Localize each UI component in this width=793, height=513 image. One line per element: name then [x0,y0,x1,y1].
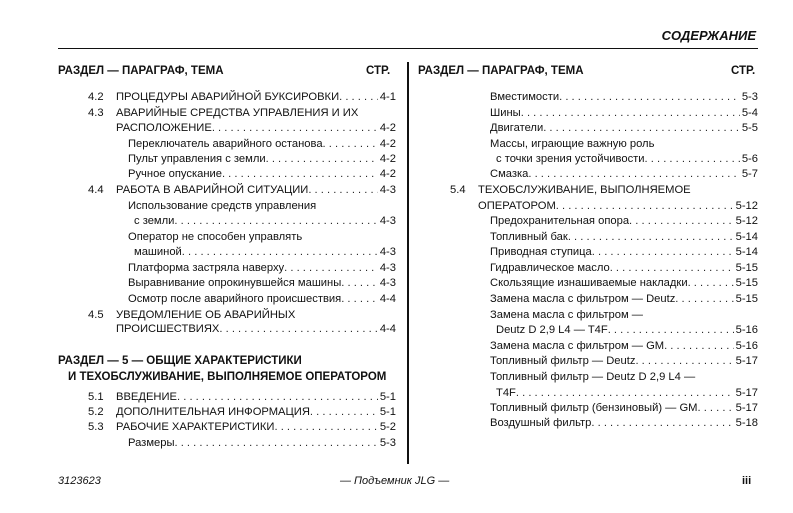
leader-dots [698,401,734,416]
leader-dots [341,276,378,291]
toc-label: Оператор не способен управлять [128,231,303,243]
toc-page: 5-4 [741,107,758,119]
toc-entry [128,167,396,182]
toc-label: Предохранительная опора [490,215,630,227]
toc-entry [478,183,758,198]
toc-label: машиной [134,246,182,258]
toc-entry [490,339,758,354]
leader-dots [308,183,378,198]
toc-entry [490,292,758,307]
leader-dots [174,214,377,229]
toc-entry [490,261,758,276]
toc-number: 4.4 [88,184,104,196]
toc-entry [490,121,758,136]
toc-number: 4.2 [88,91,104,103]
toc-label: Топливный фильтр — Deutz D 2,9 L4 — [490,371,696,383]
toc-entry [490,245,758,260]
toc-entry [134,214,396,229]
toc-label: РАСПОЛОЖЕНИЕ [116,122,212,134]
toc-page: 4-2 [379,122,396,134]
leader-dots [266,152,378,167]
toc-entry [496,152,758,167]
toc-page: 5-7 [741,168,758,180]
toc-label: с точки зрения устойчивости [496,153,645,165]
toc-entry [128,276,396,291]
toc-entry [128,199,396,214]
toc-page: 4-2 [379,138,396,150]
footer-title: — Подъемник JLG — [340,475,450,487]
toc-label: ПРОИСШЕСТВИЯХ [116,323,220,335]
leader-dots [559,90,740,105]
toc-number: 4.3 [88,107,104,119]
toc-page: 5-18 [735,417,758,429]
toc-label: Замена масла с фильтром — [490,309,643,321]
toc-label: T4F [496,387,516,399]
leader-dots [341,292,378,307]
section-heading: И ТЕХОБСЛУЖИВАНИЕ, ВЫПОЛНЯЕМОЕ ОПЕРАТОРОМ [68,371,387,383]
leader-dots [175,436,378,451]
toc-label: Смазка [490,168,529,180]
doc-number: 3123623 [58,475,101,487]
toc-number: 5.3 [88,421,104,433]
leader-dots [592,245,734,260]
toc-entry [134,245,396,260]
toc-entry [496,323,758,338]
leader-dots [339,90,378,105]
toc-page: 5-17 [735,402,758,414]
toc-entry [128,436,396,451]
toc-entry [478,199,758,214]
toc-page: 5-17 [735,387,758,399]
toc-page: 5-17 [735,355,758,367]
toc-entry [116,121,396,136]
toc-label: Использование средств управления [128,200,317,212]
right-column-heading: РАЗДЕЛ — ПАРАГРАФ, ТЕМА [418,65,584,77]
toc-label: Осмотр после аварийного происшествия [128,293,342,305]
toc-entry [490,416,758,431]
toc-page: 4-3 [379,262,396,274]
leader-dots [222,167,378,182]
leader-dots [568,230,734,245]
leader-dots [310,405,378,420]
toc-entry [496,386,758,401]
toc-page: 4-2 [379,153,396,165]
leader-dots [219,322,377,337]
leader-dots [688,276,734,291]
toc-page: 4-3 [379,215,396,227]
leader-dots [212,121,378,136]
column-divider [407,62,409,464]
toc-entry [116,90,396,105]
toc-page: 5-14 [735,246,758,258]
toc-number: 5.4 [450,184,466,196]
toc-page: 5-14 [735,231,758,243]
toc-page: 5-5 [741,122,758,134]
toc-entry [490,167,758,182]
toc-label: Вместимости [490,91,560,103]
toc-entry [116,183,396,198]
toc-page: 5-12 [735,200,758,212]
leader-dots [591,416,733,431]
toc-page: 5-3 [741,91,758,103]
toc-page: 5-16 [735,324,758,336]
toc-label: ДОПОЛНИТЕЛЬНАЯ ИНФОРМАЦИЯ [116,406,310,418]
toc-label: Скользящие изнашиваемые накладки [490,277,688,289]
toc-label: Замена масла с фильтром — GM [490,340,665,352]
toc-page: 4-2 [379,168,396,180]
leader-dots [521,106,740,121]
leader-dots [182,245,378,260]
toc-label: РАБОТА В АВАРИЙНОЙ СИТУАЦИИ [116,184,309,196]
toc-page: 5-1 [379,391,396,403]
toc-entry [490,90,758,105]
toc-label: Deutz D 2,9 L4 — T4F [496,324,608,336]
toc-label: Топливный фильтр — Deutz [490,355,636,367]
toc-number: 5.2 [88,406,104,418]
section-heading: РАЗДЕЛ — 5 — ОБЩИЕ ХАРАКТЕРИСТИКИ [58,355,302,367]
leader-dots [610,261,734,276]
toc-entry [128,292,396,307]
toc-label: ТЕХОБСЛУЖИВАНИЕ, ВЫПОЛНЯЕМОЕ [478,184,691,196]
toc-page: 5-6 [741,153,758,165]
toc-label: Платформа застряла наверху [128,262,285,274]
toc-label: Ручное опускание [128,168,222,180]
toc-label: Топливный фильтр (бензиновый) — GM [490,402,698,414]
toc-entry [128,152,396,167]
toc-label: РАБОЧИЕ ХАРАКТЕРИСТИКИ [116,421,275,433]
leader-dots [608,323,734,338]
toc-label: Гидравлическое масло [490,262,610,274]
toc-entry [116,405,396,420]
toc-page: 5-3 [379,437,396,449]
leader-dots [516,386,734,401]
toc-label: Пульт управления с земли [128,153,266,165]
toc-label: Топливный бак [490,231,568,243]
toc-page: 5-15 [735,277,758,289]
toc-page: 5-2 [379,421,396,433]
leader-dots [556,199,734,214]
toc-label: АВАРИЙНЫЕ СРЕДСТВА УПРАВЛЕНИЯ И ИХ [116,107,359,119]
toc-entry [490,230,758,245]
toc-page: 4-3 [379,246,396,258]
toc-page: 5-1 [379,406,396,418]
leader-dots [635,354,733,369]
toc-entry [490,214,758,229]
leader-dots [543,121,740,136]
toc-page: 4-3 [379,184,396,196]
toc-label: ОПЕРАТОРОМ [478,200,556,212]
leader-dots [629,214,734,229]
toc-entry [490,106,758,121]
toc-label: Переключатель аварийного останова [128,138,323,150]
toc-label: с земли [134,215,175,227]
toc-page: 4-1 [379,91,396,103]
toc-label: Шины [490,107,521,119]
toc-page: 4-3 [379,277,396,289]
toc-entry [490,276,758,291]
leader-dots [528,167,739,182]
toc-label: Замена масла с фильтром — Deutz [490,293,676,305]
toc-entry [128,261,396,276]
toc-page: 5-12 [735,215,758,227]
toc-entry [490,308,758,323]
toc-label: Выравнивание опрокинувшейся машины [128,277,342,289]
toc-page: 5-15 [735,293,758,305]
right-column-page-heading: СТР. [731,65,756,77]
toc-label: Приводная ступица [490,246,592,258]
page-title: СОДЕРЖАНИЕ [661,28,756,43]
leader-dots [645,152,740,167]
toc-label: ВВЕДЕНИЕ [116,391,178,403]
toc-entry [128,137,396,152]
toc-page: 5-16 [735,340,758,352]
leader-dots [323,137,378,152]
toc-page: 4-4 [379,293,396,305]
toc-entry [490,370,758,385]
toc-label: УВЕДОМЛЕНИЕ ОБ АВАРИЙНЫХ [116,309,296,321]
leader-dots [664,339,734,354]
toc-entry [490,137,758,152]
toc-entry [116,106,396,121]
left-column-page-heading: СТР. [366,65,391,77]
toc-entry [116,322,396,337]
toc-entry [490,354,758,369]
toc-entry [116,308,396,323]
toc-entry [128,230,396,245]
toc-entry [116,420,396,435]
toc-label: Воздушный фильтр [490,417,592,429]
header-rule [58,48,758,49]
toc-label: ПРОЦЕДУРЫ АВАРИЙНОЙ БУКСИРОВКИ [116,91,340,103]
leader-dots [675,292,733,307]
toc-number: 4.5 [88,309,104,321]
toc-page: 4-4 [379,323,396,335]
toc-label: Массы, играющие важную роль [490,138,655,150]
toc-label: Двигатели [490,122,544,134]
page-number: iii [742,475,752,487]
toc-entry [116,390,396,405]
toc-page: 5-15 [735,262,758,274]
toc-label: Размеры [128,437,175,449]
leader-dots [177,390,378,405]
left-column-heading: РАЗДЕЛ — ПАРАГРАФ, ТЕМА [58,65,224,77]
toc-number: 5.1 [88,391,104,403]
leader-dots [284,261,378,276]
leader-dots [274,420,377,435]
toc-entry [490,401,758,416]
